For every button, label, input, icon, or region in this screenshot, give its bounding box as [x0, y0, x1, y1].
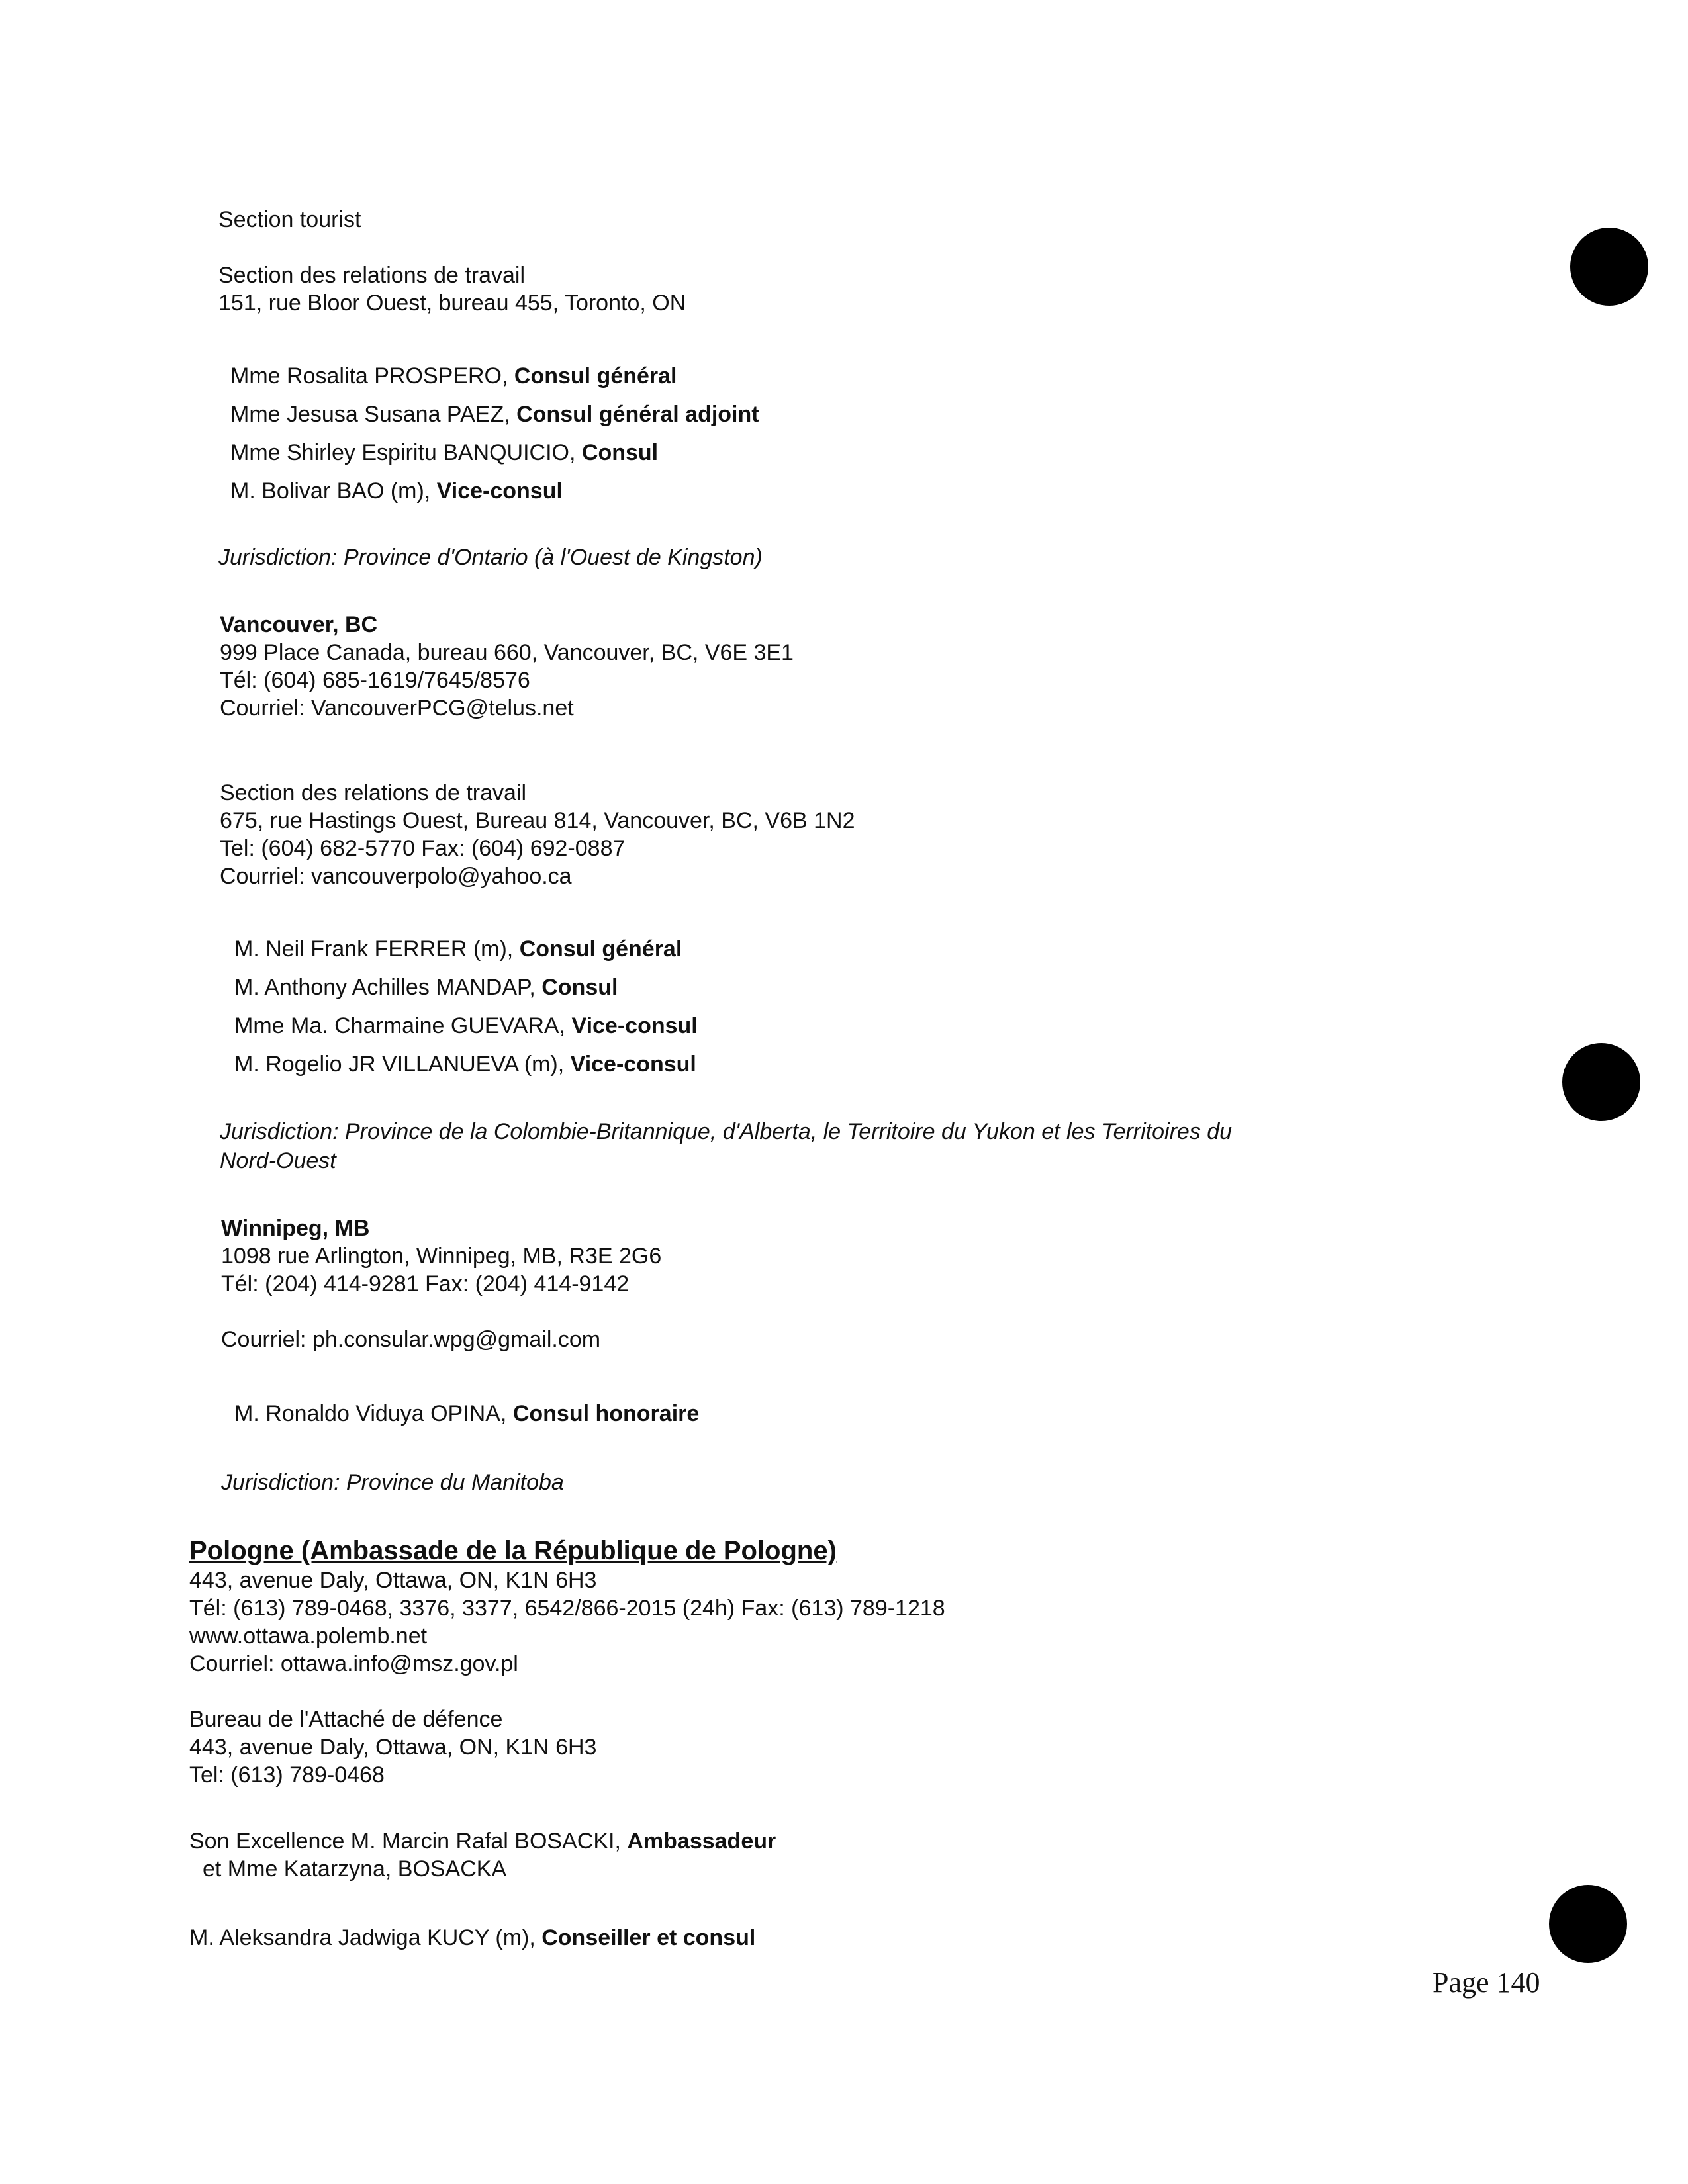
- section-label: Section des relations de travail: [218, 263, 526, 288]
- email-line: Courriel: VancouverPCG@telus.net: [220, 696, 574, 721]
- staff-name: Mme Jesusa Susana PAEZ,: [230, 402, 517, 427]
- staff-entry: [189, 1828, 776, 1854]
- email-line: Courriel: vancouverpolo@yahoo.ca: [220, 864, 572, 889]
- staff-title: Consul: [541, 975, 618, 1000]
- address-line: 151, rue Bloor Ouest, bureau 455, Toronto, ON: [218, 291, 686, 316]
- staff-title: Vice-consul: [571, 1013, 698, 1038]
- address-line: 999 Place Canada, bureau 660, Vancouver, BC, V6E 3E1: [220, 640, 794, 665]
- staff-entry: [230, 363, 677, 389]
- staff-title: Consul: [581, 440, 659, 465]
- staff-title: Ambassadeur: [627, 1829, 776, 1854]
- phone-line: Tél: (613) 789-0468, 3376, 3377, 6542/866-2015 (24h) Fax: (613) 789-1218: [189, 1596, 945, 1621]
- staff-name: M. Aleksandra Jadwiga KUCY (m),: [189, 1925, 542, 1950]
- staff-name: Mme Shirley Espiritu BANQUICIO,: [230, 440, 582, 465]
- staff-name: M. Bolivar BAO (m),: [230, 478, 437, 504]
- staff-entry: [234, 1400, 699, 1427]
- punch-hole-dot: [1562, 1043, 1640, 1121]
- section-label: Bureau de l'Attaché de défence: [189, 1707, 503, 1732]
- address-line: 443, avenue Daly, Ottawa, ON, K1N 6H3: [189, 1568, 597, 1593]
- staff-entry: [189, 1925, 755, 1951]
- staff-entry: [230, 401, 759, 428]
- staff-entry: [234, 1051, 696, 1077]
- jurisdiction-note: Jurisdiction: Province d'Ontario (à l'Ouest de Kingston): [218, 545, 763, 570]
- staff-entry: [234, 936, 682, 962]
- staff-title: Consul général adjoint: [516, 402, 759, 427]
- staff-name: Son Excellence M. Marcin Rafal BOSACKI,: [189, 1829, 628, 1854]
- punch-hole-dot: [1570, 228, 1648, 306]
- section-label: Section des relations de travail: [220, 780, 527, 805]
- email-line: Courriel: ottawa.info@msz.gov.pl: [189, 1651, 518, 1676]
- staff-title: Vice-consul: [436, 478, 563, 504]
- phone-line: Tel: (604) 682-5770 Fax: (604) 692-0887: [220, 836, 626, 861]
- page-number: Page 140: [1432, 1966, 1540, 1999]
- staff-name: M. Anthony Achilles MANDAP,: [234, 975, 542, 1000]
- staff-name: M. Neil Frank FERRER (m),: [234, 936, 520, 962]
- staff-name: Mme Ma. Charmaine GUEVARA,: [234, 1013, 572, 1038]
- section-label: Section tourist: [218, 207, 361, 232]
- staff-title: Vice-consul: [570, 1052, 696, 1077]
- website-line: www.ottawa.polemb.net: [189, 1623, 428, 1649]
- staff-name: Mme Rosalita PROSPERO,: [230, 363, 514, 388]
- office-heading: Winnipeg, MB: [221, 1216, 370, 1241]
- address-line: 443, avenue Daly, Ottawa, ON, K1N 6H3: [189, 1735, 597, 1760]
- staff-title: Consul général: [519, 936, 682, 962]
- phone-line: Tél: (604) 685-1619/7645/8576: [220, 668, 530, 693]
- staff-title: Consul honoraire: [512, 1401, 700, 1426]
- jurisdiction-note: Jurisdiction: Province de la Colombie-Britannique, d'Alberta, le Territoire du Yukon et les Territoires du: [220, 1119, 1233, 1144]
- jurisdiction-note: Jurisdiction: Province du Manitoba: [221, 1470, 564, 1495]
- jurisdiction-note: Nord-Ouest: [220, 1148, 336, 1173]
- staff-name: M. Rogelio JR VILLANUEVA (m),: [234, 1052, 571, 1077]
- phone-line: Tel: (613) 789-0468: [189, 1762, 385, 1788]
- spouse-line: et Mme Katarzyna, BOSACKA: [203, 1856, 507, 1882]
- punch-hole-dot: [1549, 1885, 1627, 1963]
- address-line: 675, rue Hastings Ouest, Bureau 814, Vancouver, BC, V6B 1N2: [220, 808, 855, 833]
- staff-title: Conseiller et consul: [541, 1925, 756, 1950]
- staff-entry: [230, 478, 563, 504]
- email-line: Courriel: ph.consular.wpg@gmail.com: [221, 1327, 601, 1352]
- office-heading: Vancouver, BC: [220, 612, 378, 637]
- address-line: 1098 rue Arlington, Winnipeg, MB, R3E 2G6: [221, 1244, 662, 1269]
- staff-entry: [230, 439, 658, 466]
- staff-title: Consul général: [514, 363, 677, 388]
- staff-entry: [234, 1013, 698, 1039]
- staff-name: M. Ronaldo Viduya OPINA,: [234, 1401, 513, 1426]
- phone-line: Tél: (204) 414-9281 Fax: (204) 414-9142: [221, 1271, 630, 1297]
- country-heading: Pologne (Ambassade de la République de Pologne): [189, 1536, 837, 1565]
- staff-entry: [234, 974, 618, 1001]
